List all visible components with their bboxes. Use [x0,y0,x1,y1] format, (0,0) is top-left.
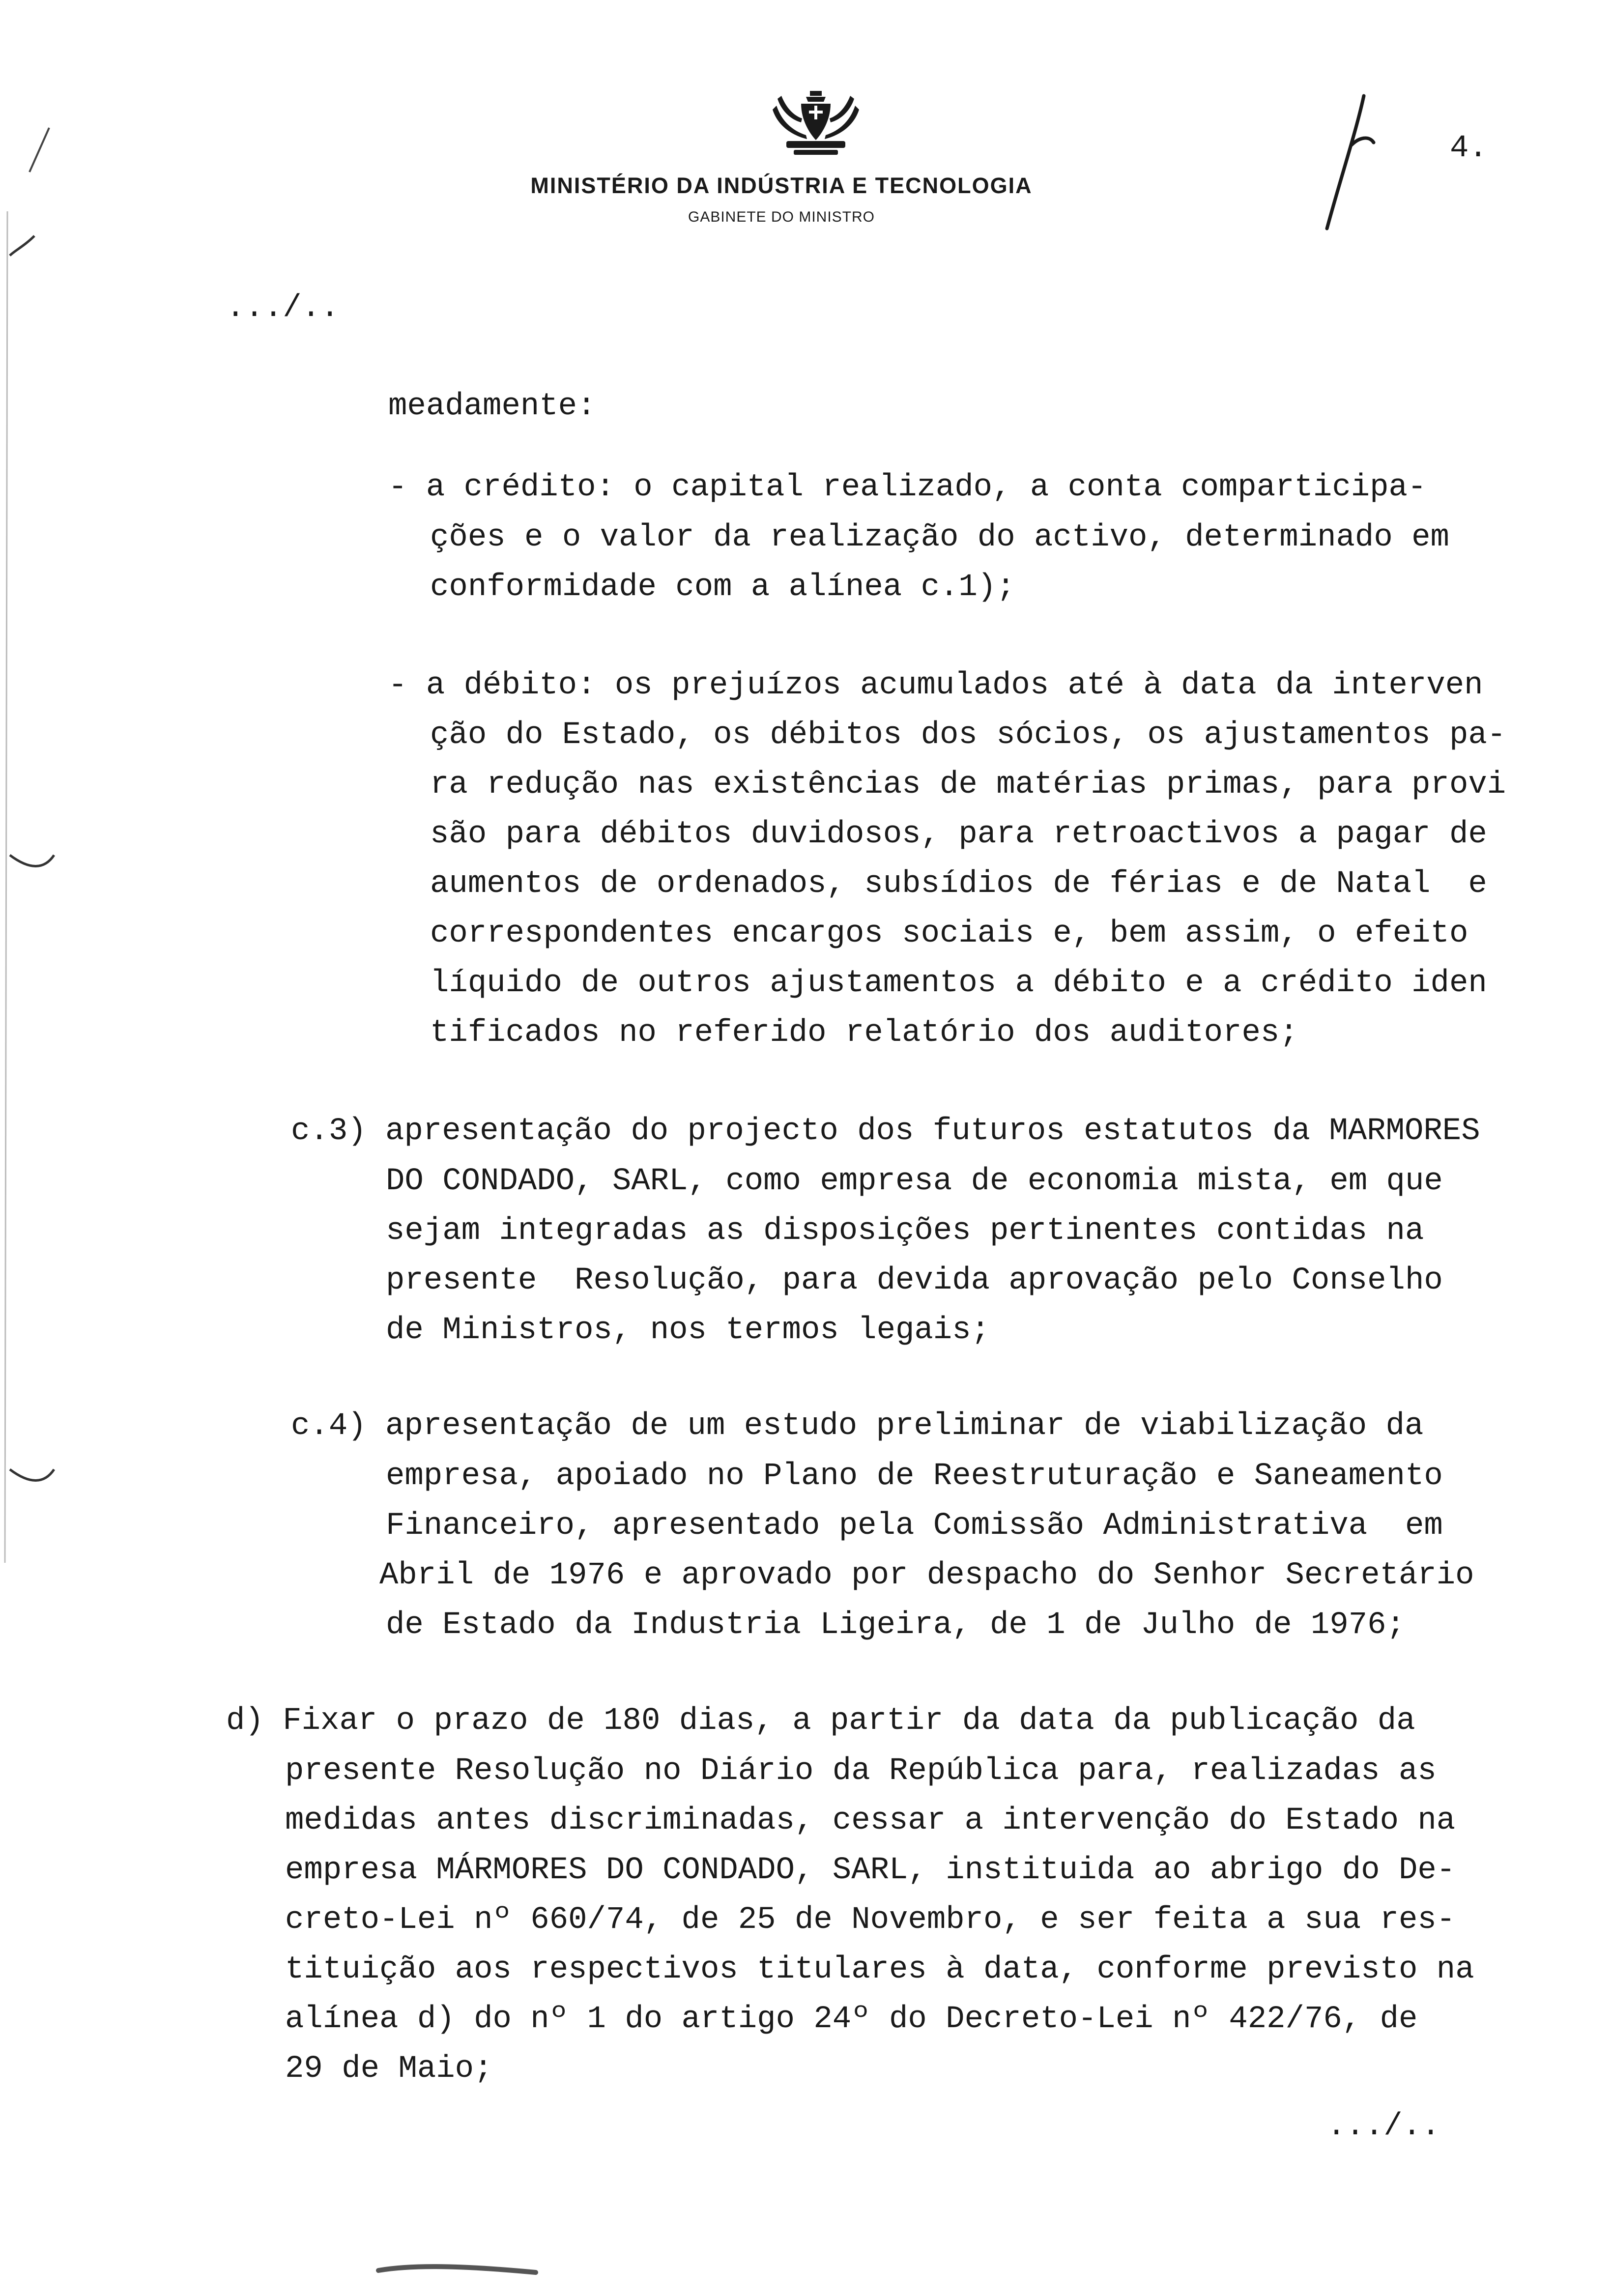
text-line: são para débitos duvidosos, para retroactivos a pagar de [430,817,1487,852]
text-line: - a crédito: o capital realizado, a conta comparticipa- [388,470,1427,505]
text-line: medidas antes discriminadas, cessar a intervenção do Estado na [285,1803,1456,1838]
text-line: aumentos de ordenados, subsídios de férias e de Natal e [430,866,1487,902]
text-line: Financeiro, apresentado pela Comissão Administrativa em [386,1508,1443,1544]
text-line: sejam integradas as disposições pertinentes contidas na [386,1213,1424,1249]
text-line: 29 de Maio; [285,2051,493,2087]
coat-of-arms-emblem [767,86,865,160]
text-line: de Estado da Industria Ligeira, de 1 de Julho de 1976; [386,1607,1405,1643]
ministry-title: MINISTÉRIO DA INDÚSTRIA E TECNOLOGIA [530,173,1033,198]
bottom-scan-smudge [374,2261,550,2280]
text-line: c.3) apresentação do projecto dos futuros estatutos da MARMORES [291,1114,1480,1149]
continuation-marker-bottom: .../.. [1327,2109,1440,2144]
page-number: 4. [1450,131,1488,166]
text-line: c.4) apresentação de um estudo preliminar de viabilização da [291,1408,1424,1444]
text-line: tituição aos respectivos titulares à data, conforme previsto na [285,1952,1474,1987]
text-line: DO CONDADO, SARL, como empresa de economia mista, em que [386,1164,1443,1199]
text-line: ções e o valor da realização do activo, determinado em [430,520,1449,555]
text-line: conformidade com a alínea c.1); [430,570,1015,605]
text-line: empresa, apoiado no Plano de Reestruturação e Saneamento [386,1459,1443,1494]
text-line: ra redução nas existências de matérias primas, para provi [430,767,1506,803]
text-line: alínea d) do nº 1 do artigo 24º do Decreto-Lei nº 422/76, de [285,2002,1418,2037]
text-line: correspondentes encargos sociais e, bem assim, o efeito [430,916,1468,951]
text-line: empresa MÁRMORES DO CONDADO, SARL, instituida ao abrigo do De- [285,1853,1456,1888]
text-line: presente Resolução no Diário da República para, realizadas as [285,1753,1437,1789]
cabinet-subtitle: GABINETE DO MINISTRO [688,209,875,225]
handwritten-initial-mark [1317,91,1391,233]
text-line: líquido de outros ajustamentos a débito e a crédito iden [430,966,1487,1001]
text-line: d) Fixar o prazo de 180 dias, a partir da data da publicação da [226,1703,1415,1739]
text-line: meadamente: [388,389,596,424]
continuation-marker-top: .../.. [226,290,340,326]
text-line: tificados no referido relatório dos auditores; [430,1015,1298,1051]
text-line: - a débito: os prejuízos acumulados até à data da interven [388,668,1483,703]
text-line: de Ministros, nos termos legais; [386,1313,990,1348]
text-line: Abril de 1976 e aprovado por despacho do Senhor Secretário [379,1558,1474,1593]
text-line: ção do Estado, os débitos dos sócios, os ajustamentos pa- [430,718,1506,753]
left-margin-scan-marks [0,88,64,1563]
text-line: presente Resolução, para devida aprovação pelo Conselho [386,1263,1443,1298]
text-line: creto-Lei nº 660/74, de 25 de Novembro, e ser feita a sua res- [285,1902,1456,1938]
